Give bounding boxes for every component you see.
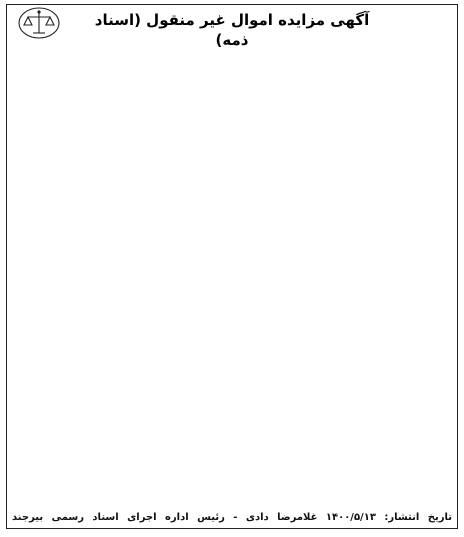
judiciary-scales-emblem-icon xyxy=(16,6,62,40)
notice-header xyxy=(10,6,454,49)
notice-title: آگهی مزایده اموال غیر منقول (اسناد ذمه) xyxy=(94,11,370,49)
notice-signature: تاریخ انتشار: ۱۴۰۰/۵/۱۳ غلامرضا دادی - رئیس اداره اجرای اسناد رسمی بیرجند xyxy=(12,512,452,523)
notice-body xyxy=(12,40,452,502)
